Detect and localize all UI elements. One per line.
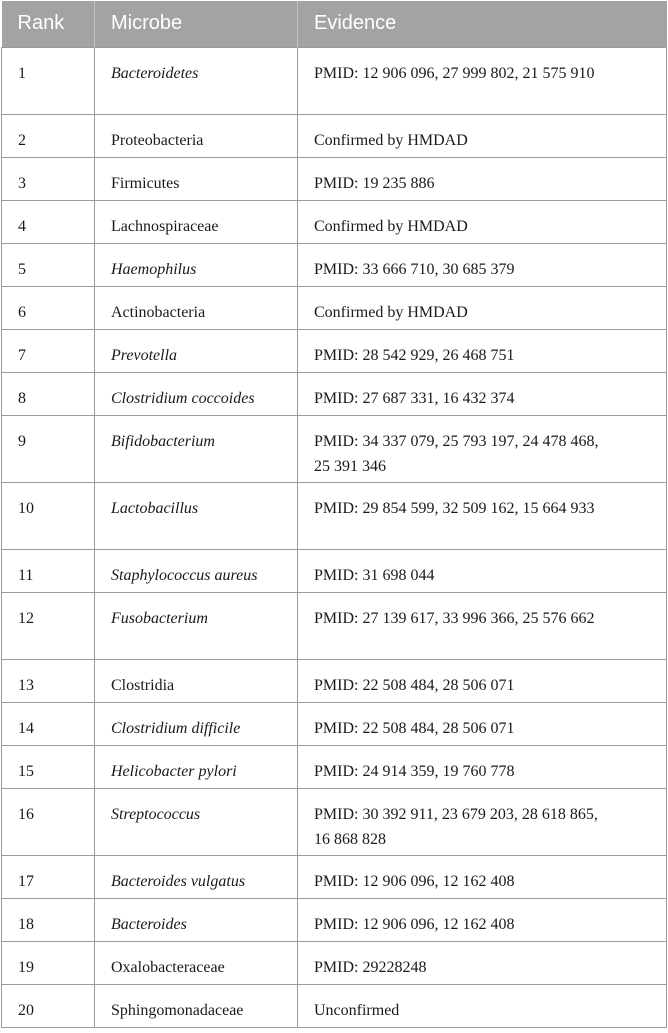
rank-cell: 9 (2, 415, 95, 482)
evidence-column-header: Evidence (298, 1, 667, 47)
microbe-cell: Firmicutes (95, 157, 298, 200)
evidence-cell: PMID: 22 508 484, 28 506 071 (298, 659, 667, 702)
microbe-cell: Haemophilus (95, 243, 298, 286)
rank-cell: 7 (2, 329, 95, 372)
table-body (2, 47, 667, 1027)
microbe-cell: Actinobacteria (95, 286, 298, 329)
microbe-cell: Clostridium coccoides (95, 372, 298, 415)
rank-cell: 20 (2, 984, 95, 1027)
evidence-cell: PMID: 31 698 044 (298, 549, 667, 592)
microbe-column-header: Microbe (95, 1, 298, 47)
evidence-cell: PMID: 19 235 886 (298, 157, 667, 200)
rank-cell: 2 (2, 114, 95, 157)
table-header (2, 1, 667, 47)
table-row (2, 788, 667, 855)
rank-cell: 17 (2, 855, 95, 898)
table-row (2, 702, 667, 745)
rank-cell: 19 (2, 941, 95, 984)
rank-column-header: Rank (2, 1, 95, 47)
table-row (2, 659, 667, 702)
table-row (2, 984, 667, 1027)
evidence-cell: PMID: 29 854 599, 32 509 162, 15 664 933 (298, 482, 667, 549)
table-row (2, 855, 667, 898)
table-row (2, 47, 667, 114)
evidence-cell: PMID: 28 542 929, 26 468 751 (298, 329, 667, 372)
rank-cell: 18 (2, 898, 95, 941)
microbe-ranking-table-container (1, 1, 666, 1028)
evidence-cell: Unconfirmed (298, 984, 667, 1027)
microbe-cell: Prevotella (95, 329, 298, 372)
microbe-cell: Bacteroidetes (95, 47, 298, 114)
table-row (2, 482, 667, 549)
microbe-cell: Bacteroides vulgatus (95, 855, 298, 898)
rank-cell: 16 (2, 788, 95, 855)
rank-cell: 10 (2, 482, 95, 549)
evidence-cell: PMID: 12 906 096, 12 162 408 (298, 855, 667, 898)
evidence-cell: PMID: 12 906 096, 27 999 802, 21 575 910 (298, 47, 667, 114)
evidence-cell: PMID: 22 508 484, 28 506 071 (298, 702, 667, 745)
microbe-cell: Staphylococcus aureus (95, 549, 298, 592)
evidence-cell: PMID: 27 139 617, 33 996 366, 25 576 662 (298, 592, 667, 659)
table-row (2, 200, 667, 243)
evidence-cell: PMID: 29228248 (298, 941, 667, 984)
evidence-cell: PMID: 30 392 911, 23 679 203, 28 618 865, 16 868 828 (298, 788, 667, 855)
rank-cell: 1 (2, 47, 95, 114)
rank-cell: 4 (2, 200, 95, 243)
rank-cell: 14 (2, 702, 95, 745)
microbe-cell: Lactobacillus (95, 482, 298, 549)
microbe-cell: Bifidobacterium (95, 415, 298, 482)
table-row (2, 941, 667, 984)
evidence-cell: PMID: 27 687 331, 16 432 374 (298, 372, 667, 415)
rank-cell: 6 (2, 286, 95, 329)
table-row (2, 592, 667, 659)
evidence-cell: Confirmed by HMDAD (298, 200, 667, 243)
microbe-cell: Helicobacter pylori (95, 745, 298, 788)
microbe-cell: Fusobacterium (95, 592, 298, 659)
table-row (2, 549, 667, 592)
microbe-cell: Streptococcus (95, 788, 298, 855)
table-row (2, 745, 667, 788)
table-row (2, 372, 667, 415)
table-row (2, 415, 667, 482)
table-row (2, 286, 667, 329)
microbe-cell: Oxalobacteraceae (95, 941, 298, 984)
rank-cell: 5 (2, 243, 95, 286)
evidence-cell: PMID: 24 914 359, 19 760 778 (298, 745, 667, 788)
evidence-cell: PMID: 12 906 096, 12 162 408 (298, 898, 667, 941)
rank-cell: 15 (2, 745, 95, 788)
microbe-cell: Proteobacteria (95, 114, 298, 157)
evidence-cell: PMID: 34 337 079, 25 793 197, 24 478 468, 25 391 346 (298, 415, 667, 482)
header-row (2, 1, 667, 47)
microbe-cell: Sphingomonadaceae (95, 984, 298, 1027)
rank-cell: 12 (2, 592, 95, 659)
microbe-ranking-table (1, 1, 667, 1028)
table-row (2, 157, 667, 200)
table-row (2, 329, 667, 372)
rank-cell: 13 (2, 659, 95, 702)
rank-cell: 3 (2, 157, 95, 200)
table-row (2, 114, 667, 157)
table-row (2, 898, 667, 941)
table-row (2, 243, 667, 286)
microbe-cell: Clostridia (95, 659, 298, 702)
evidence-cell: Confirmed by HMDAD (298, 286, 667, 329)
evidence-cell: PMID: 33 666 710, 30 685 379 (298, 243, 667, 286)
rank-cell: 8 (2, 372, 95, 415)
rank-cell: 11 (2, 549, 95, 592)
microbe-cell: Bacteroides (95, 898, 298, 941)
microbe-cell: Lachnospiraceae (95, 200, 298, 243)
microbe-cell: Clostridium difficile (95, 702, 298, 745)
evidence-cell: Confirmed by HMDAD (298, 114, 667, 157)
